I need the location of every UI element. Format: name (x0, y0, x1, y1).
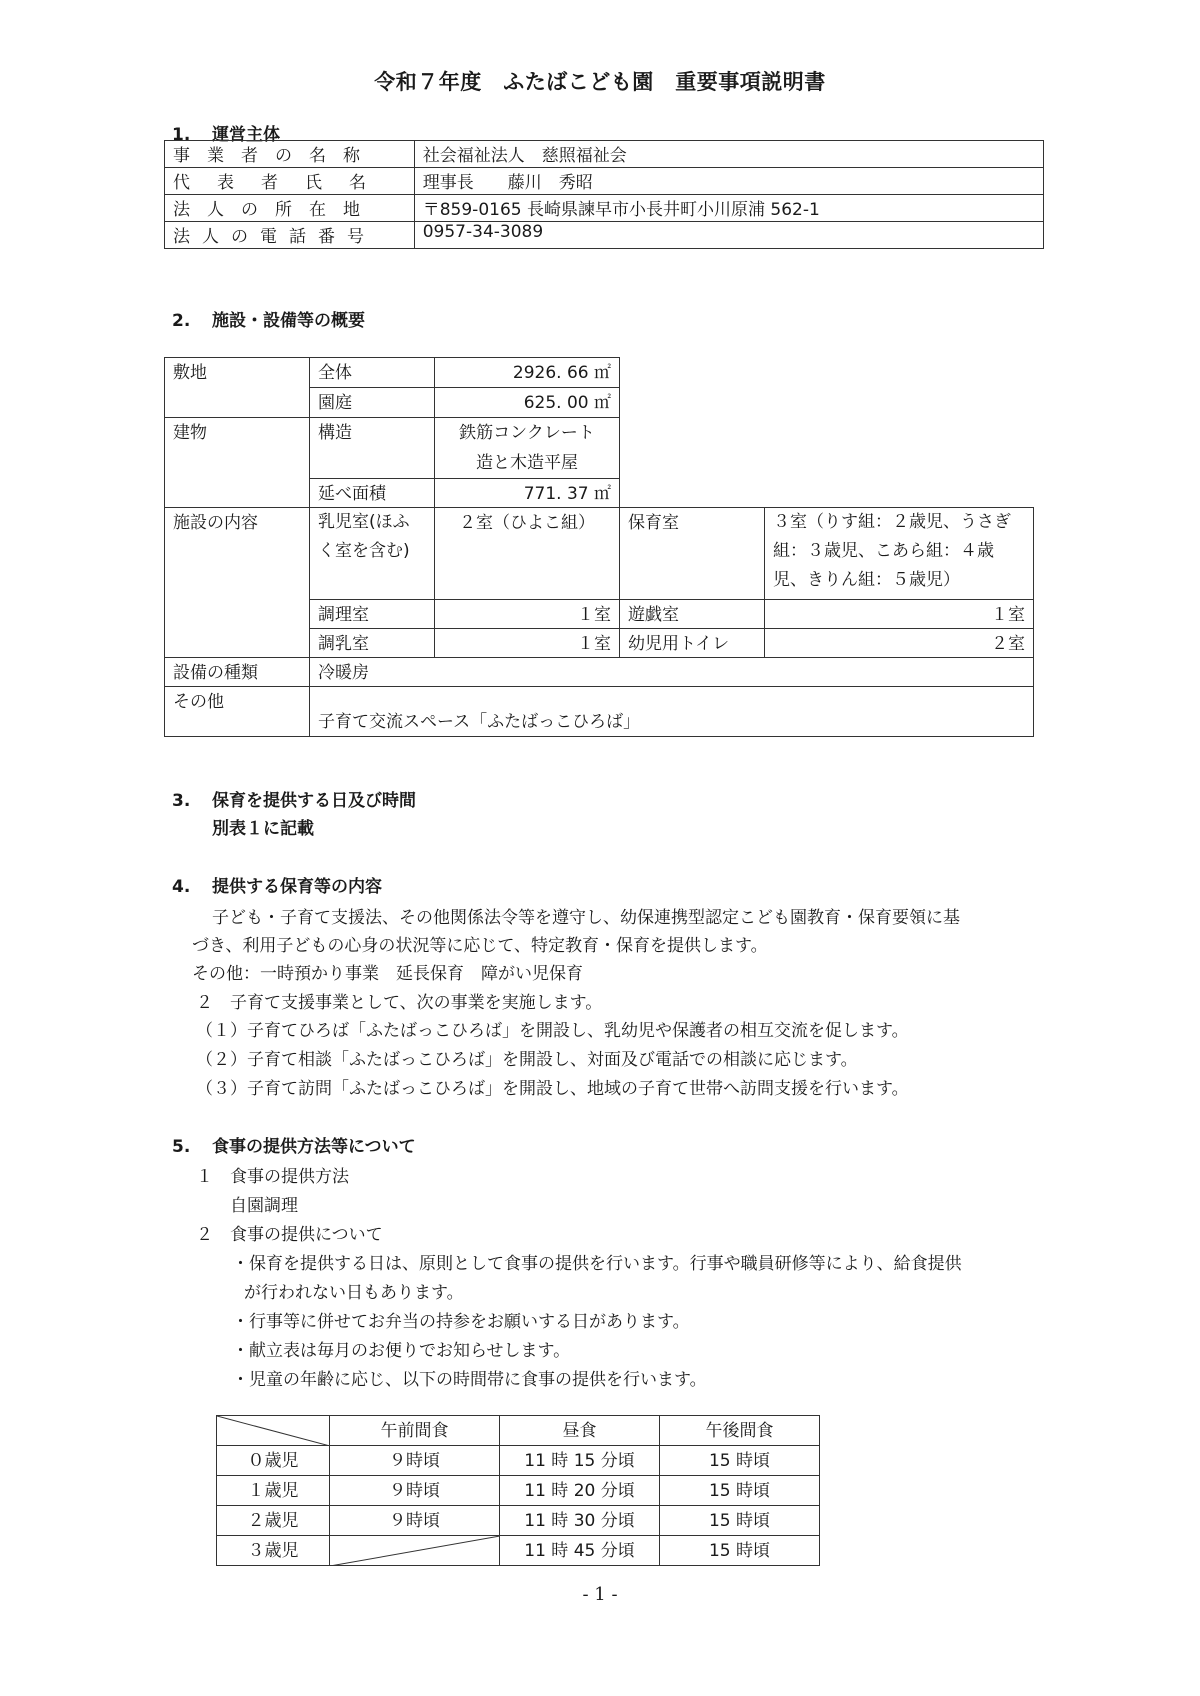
section3-body: 別表１に記載 (212, 819, 314, 839)
meal-age-0: ０歳児 (217, 1446, 330, 1476)
representative-value: 理事長 藤川 秀昭 (414, 168, 1043, 195)
section5-item2: ２ 食事の提供について (196, 1225, 383, 1245)
section4-heading (172, 872, 382, 897)
section1-number: 1. (172, 125, 191, 145)
meal-age-1: １歳児 (217, 1476, 330, 1506)
meal-lunch-0: 11 時 15 分頃 (500, 1446, 660, 1476)
representative-label: 代表者氏名 (165, 168, 415, 195)
section4-item2: ２ 子育て支援事業として、次の事業を実施します。 (196, 993, 603, 1013)
site-label: 敷地 (165, 358, 310, 418)
address-label: 法人の所在地 (165, 195, 415, 222)
meal-morning-1: ９時頃 (330, 1476, 500, 1506)
formula-room-label: 調乳室 (310, 629, 435, 658)
toilet-value: ２室 (765, 629, 1034, 658)
section4-para-line1: 子ども・子育て支援法、その他関係法令等を遵守し、幼保連携型認定こども園教育・保育要領に基 (212, 908, 960, 928)
section5-bullet1-line2: が行われない日もあります。 (244, 1283, 464, 1303)
section3-title: 保育を提供する日及び時間 (212, 791, 416, 811)
section2-title: 施設・設備等の概要 (212, 311, 365, 331)
facility-table (164, 357, 1034, 737)
floor-area-value: 771. 37 ㎡ (435, 479, 620, 508)
meal-morning-2: ９時頃 (330, 1506, 500, 1536)
section5-heading (172, 1132, 416, 1157)
diagonal-line (330, 1536, 500, 1566)
operator-name-value: 社会福祉法人 慈照福祉会 (414, 141, 1043, 168)
site-total-value: 2926. 66 ㎡ (435, 358, 620, 388)
section5-bullet3: ・献立表は毎月のお便りでお知らせします。 (232, 1341, 571, 1361)
meal-table-corner (217, 1416, 330, 1446)
section4-title: 提供する保育等の内容 (212, 877, 382, 897)
site-total-label: 全体 (310, 358, 435, 388)
section4-sub1: （１）子育てひろば「ふたばっこひろば」を開設し、乳幼児や保護者の相互交流を促します。 (196, 1021, 909, 1041)
other-value: 子育て交流スペース「ふたばっこひろば」 (310, 687, 1034, 737)
other-label: その他 (165, 687, 310, 737)
section3-heading (172, 786, 416, 811)
page-title: 令和７年度 ふたばこども園 重要事項説明書 (374, 70, 826, 94)
meal-lunch-2: 11 時 30 分頃 (500, 1506, 660, 1536)
structure-label: 構造 (310, 418, 435, 479)
meal-header-afternoon: 午後間食 (660, 1416, 820, 1446)
contents-label: 施設の内容 (165, 508, 310, 658)
section4-sub3: （３）子育て訪問「ふたばっこひろば」を開設し、地域の子育て世帯へ訪問支援を行います。 (196, 1079, 909, 1099)
blank-area (620, 358, 1034, 508)
section5-title: 食事の提供方法等について (212, 1137, 416, 1157)
diagonal-line (217, 1416, 330, 1446)
section4-other: その他：一時預かり事業 延長保育 障がい児保育 (192, 964, 583, 984)
section5-item1-body: 自園調理 (230, 1196, 298, 1216)
meal-afternoon-3: 15 時頃 (660, 1536, 820, 1566)
playroom-label: 遊戯室 (620, 600, 765, 629)
section4-para-line2: づき、利用子どもの心身の状況等に応じて、特定教育・保育を提供します。 (192, 936, 768, 956)
meal-lunch-1: 11 時 20 分頃 (500, 1476, 660, 1506)
meal-afternoon-0: 15 時頃 (660, 1446, 820, 1476)
kitchen-value: １室 (435, 600, 620, 629)
structure-value-line1: 鉄筋コンクレート (459, 423, 595, 443)
section3-number: 3. (172, 791, 191, 811)
section5-number: 5. (172, 1137, 191, 1157)
playroom-value: １室 (765, 600, 1034, 629)
infant-room-value: ２室（ひよこ組） (435, 508, 620, 600)
meal-afternoon-1: 15 時頃 (660, 1476, 820, 1506)
meal-lunch-3: 11 時 45 分頃 (500, 1536, 660, 1566)
phone-label: 法人の電話番号 (165, 222, 415, 249)
meal-header-lunch: 昼食 (500, 1416, 660, 1446)
site-garden-value: 625. 00 ㎡ (435, 388, 620, 418)
floor-area-label: 延べ面積 (310, 479, 435, 508)
page-number: - 1 - (582, 1584, 618, 1605)
section4-number: 4. (172, 877, 191, 897)
section2-number: 2. (172, 311, 191, 331)
section5-bullet4: ・児童の年齢に応じ、以下の時間帯に食事の提供を行います。 (232, 1370, 707, 1390)
nursery-room-value: ３室（りす組：２歳児、うさぎ組：３歳児、こあら組：４歳児、きりん組：５歳児） (765, 508, 1034, 600)
meal-header-morning: 午前間食 (330, 1416, 500, 1446)
meal-morning-0: ９時頃 (330, 1446, 500, 1476)
formula-room-value: １室 (435, 629, 620, 658)
infant-room-label: 乳児室(ほふく室を含む) (310, 508, 435, 600)
site-garden-label: 園庭 (310, 388, 435, 418)
operator-table (164, 140, 1044, 249)
meal-morning-3 (330, 1536, 500, 1566)
section2-heading (172, 306, 365, 331)
meal-table (216, 1415, 819, 1567)
operator-name-label: 事業者の名称 (165, 141, 415, 168)
address-value: 〒859-0165 長崎県諫早市小長井町小川原浦 562-1 (414, 195, 1043, 222)
equipment-label: 設備の種類 (165, 658, 310, 687)
structure-value (435, 418, 620, 479)
section1-title: 運営主体 (212, 125, 280, 145)
kitchen-label: 調理室 (310, 600, 435, 629)
meal-age-3: ３歳児 (217, 1536, 330, 1566)
meal-age-2: ２歳児 (217, 1506, 330, 1536)
section5-bullet2: ・行事等に併せてお弁当の持参をお願いする日があります。 (232, 1312, 690, 1332)
building-label: 建物 (165, 418, 310, 508)
toilet-label: 幼児用トイレ (620, 629, 765, 658)
meal-afternoon-2: 15 時頃 (660, 1506, 820, 1536)
section4-sub2: （２）子育て相談「ふたばっこひろば」を開設し、対面及び電話での相談に応じます。 (196, 1050, 858, 1070)
section5-item1: １ 食事の提供方法 (196, 1167, 349, 1187)
section5-bullet1-line1: ・保育を提供する日は、原則として食事の提供を行います。行事や職員研修等により、給食提供 (232, 1254, 962, 1274)
nursery-room-label: 保育室 (620, 508, 765, 600)
phone-value: 0957-34-3089 (414, 222, 1043, 249)
structure-value-line2: 造と木造平屋 (476, 453, 578, 473)
equipment-value: 冷暖房 (310, 658, 1034, 687)
